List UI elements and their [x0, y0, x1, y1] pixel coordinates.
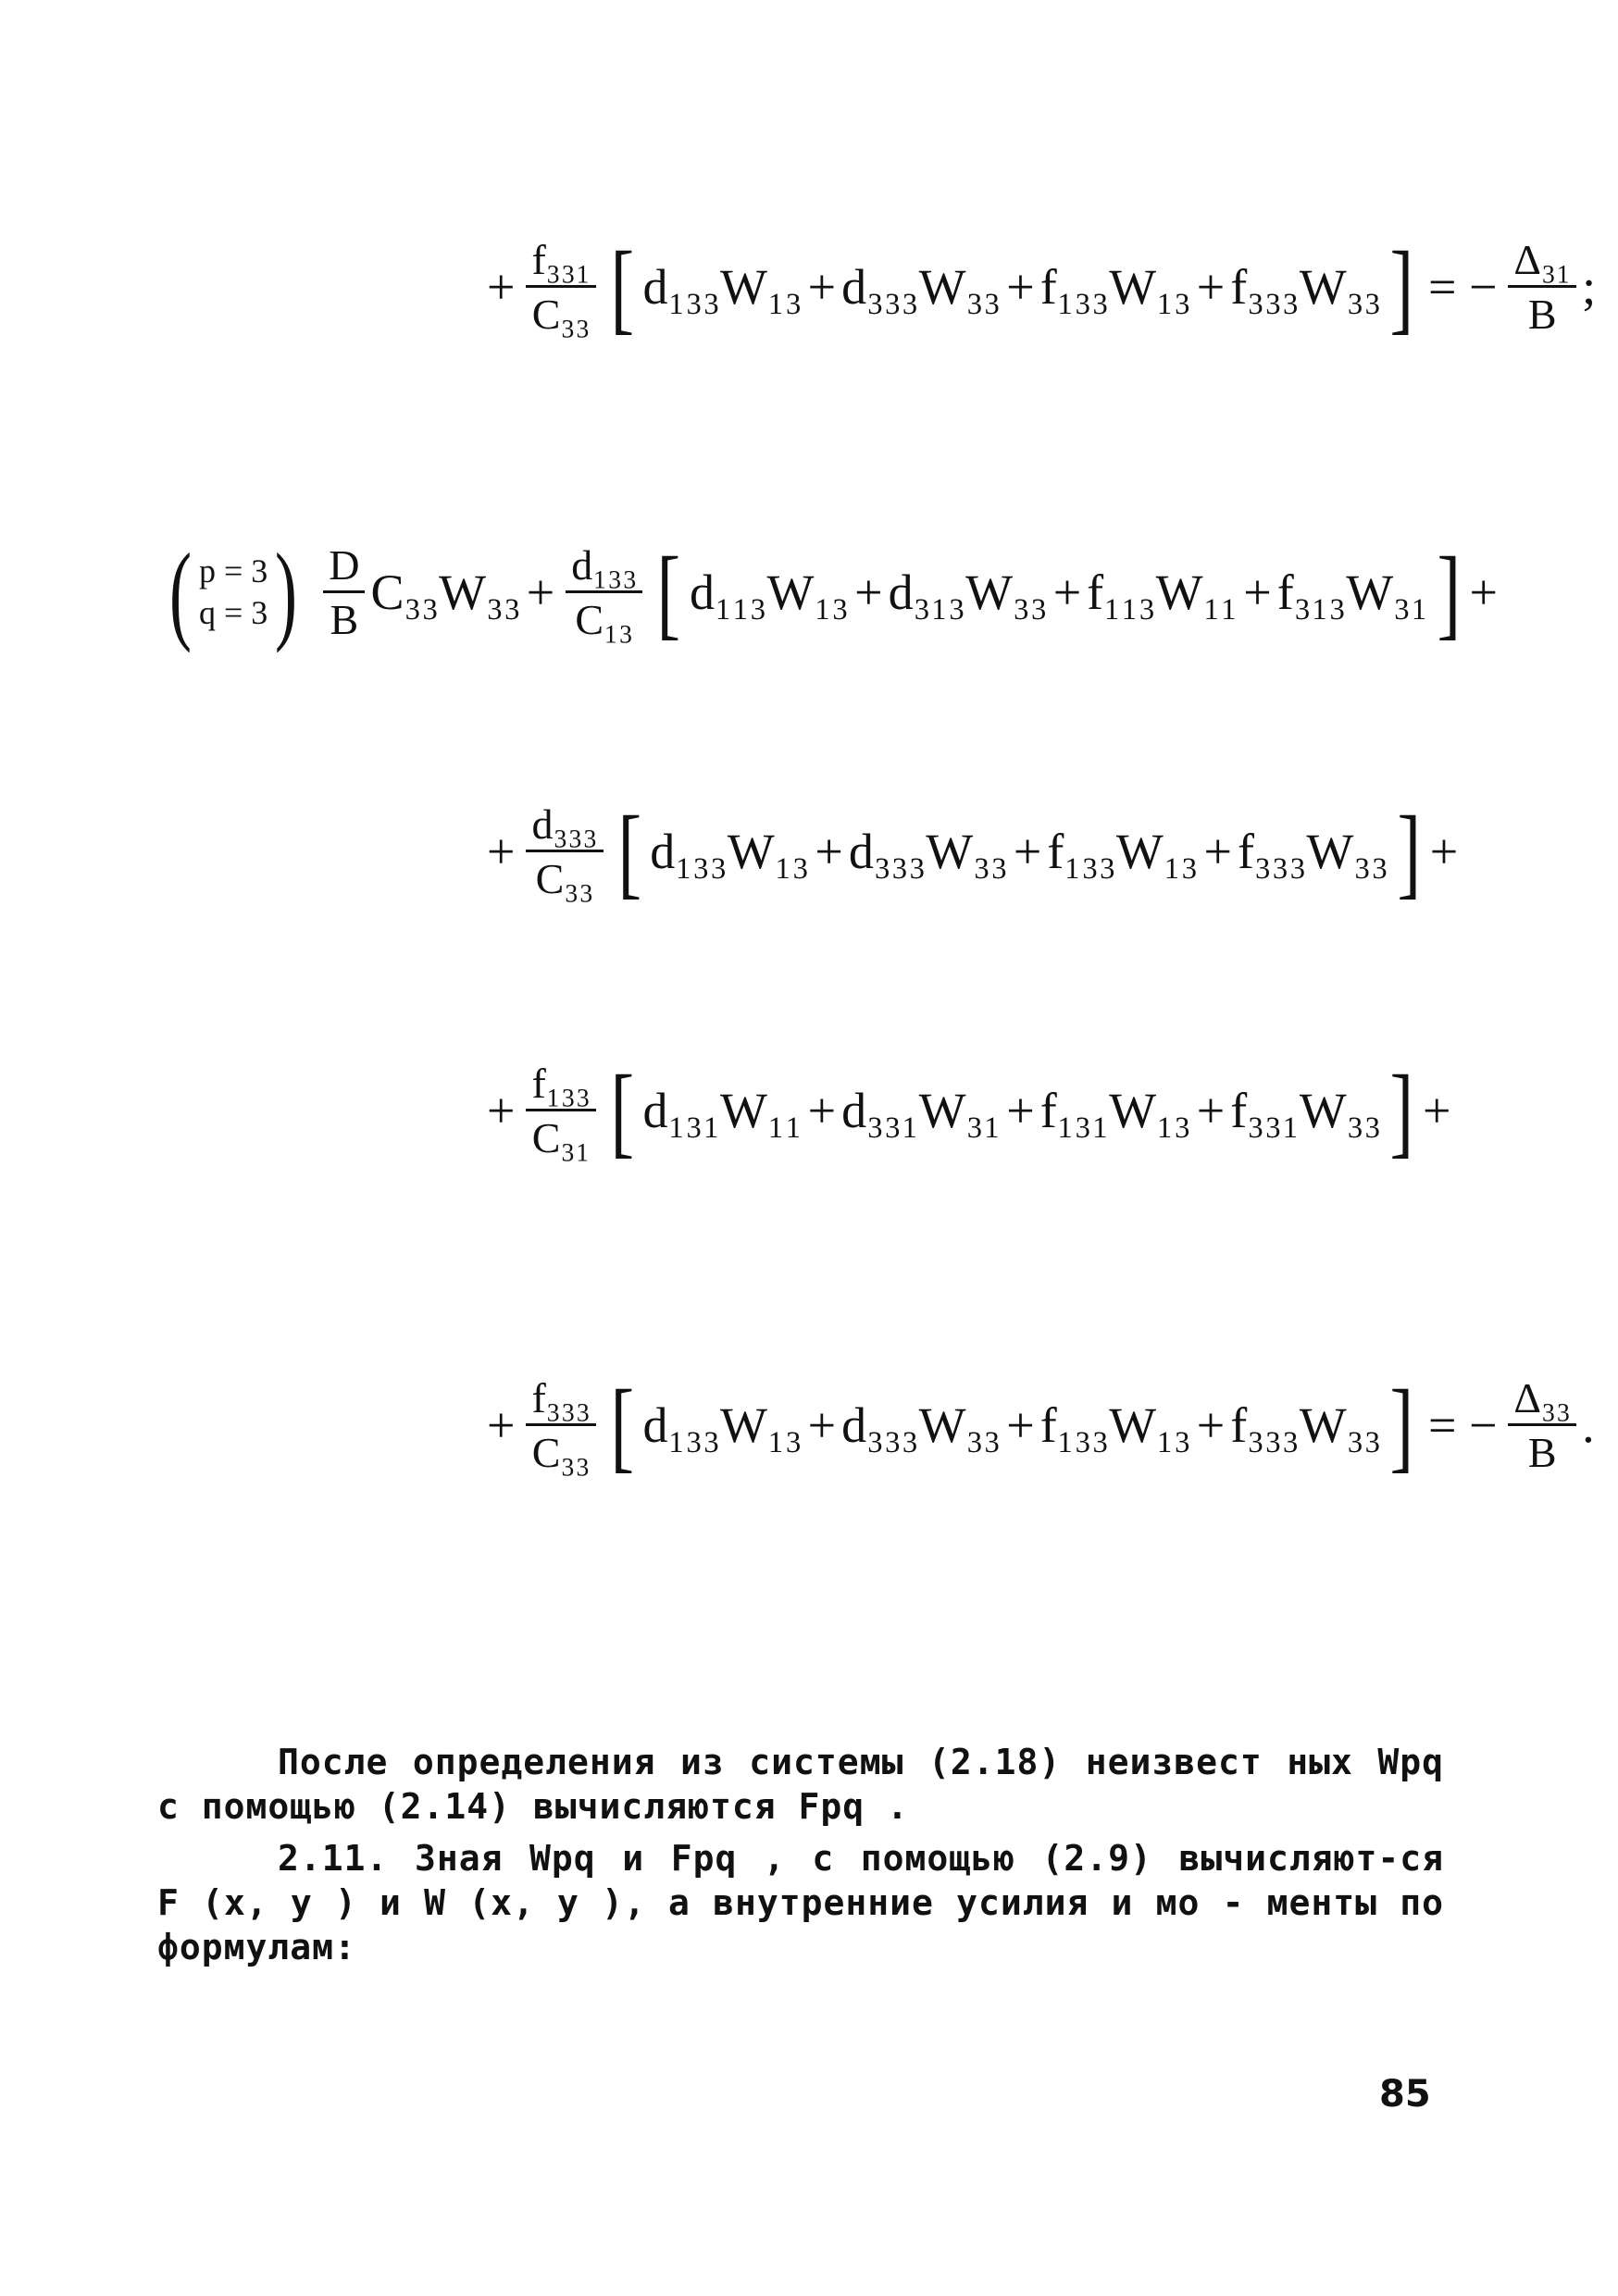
term: d₁₃₃W₁₃ [642, 1397, 803, 1453]
equation-line-2: ( p = 3 q = 3 ) $\frac{D}{B}$ C₃₃W₃₃ + $\frac{\text{d₁₃₃}}{\text{C₁₃}}$ [ d₁₁₃W₁₃ + d₃₁₃W₃₃ + f₁₁₃W₁₁ + f₃₁₃W₃₁ ] + [162, 537, 1498, 648]
right-bracket: ] [1389, 1369, 1414, 1482]
term: f₃₃₁W₃₃ [1230, 1083, 1382, 1138]
term: d₃₃₃W₃₃ [848, 824, 1008, 879]
page-number: 85 [1379, 2073, 1431, 2116]
left-bracket: [ [610, 1369, 635, 1482]
coefficient-fraction: $\frac{\text{f₃₃₁}}{\text{C₃₃}}$ [526, 239, 595, 336]
term: f₃₁₃W₃₁ [1276, 565, 1428, 620]
rhs-fraction: $\frac{\text{Δ₃₁}}{B}$ [1508, 239, 1576, 336]
term: f₃₃₃W₃₃ [1230, 1397, 1382, 1453]
term: d₃₃₁W₃₁ [841, 1083, 1002, 1138]
term: d₃₁₃W₃₃ [888, 565, 1048, 620]
term: f₁₃₃W₁₃ [1039, 259, 1191, 315]
term: f₁₁₃W₁₁ [1087, 565, 1238, 620]
term: f₃₃₃W₃₃ [1237, 824, 1389, 879]
body-text [157, 1740, 1444, 1969]
rhs-fraction: $\frac{\text{Δ₃₃}}{B}$ [1508, 1377, 1576, 1474]
term: f₁₃₁W₁₃ [1039, 1083, 1191, 1138]
right-bracket: ] [1389, 1054, 1414, 1167]
equation-line-1: + $\frac{\text{f₃₃₁}}{\text{C₃₃}}$ [ d₁₃₃W₁₃ + d₃₃₃W₃₃ + f₁₃₃W₁₃ + f₃₃₃W₃₃ ] = − $\frac{\text{Δ₃₁}}{B}$ ; [487, 230, 1597, 343]
equation-line-5: + $\frac{\text{f₃₃₃}}{\text{C₃₃}}$ [ d₁₃₃W₁₃ + d₃₃₃W₃₃ + f₁₃₃W₁₃ + f₃₃₃W₃₃ ] = − $\frac{\text{Δ₃₃}}{B}$ . [487, 1369, 1595, 1482]
condition-q: q = 3 [198, 594, 268, 631]
equation-line-3: + $\frac{\text{d₃₃₃}}{\text{C₃₃}}$ [ d₁₃₃W₁₃ + d₃₃₃W₃₃ + f₁₃₃W₁₃ + f₃₃₃W₃₃ ] + [487, 795, 1459, 908]
condition-p: p = 3 [198, 552, 268, 590]
coefficient-fraction: $\frac{\text{d₃₃₃}}{\text{C₃₃}}$ [526, 803, 603, 900]
right-bracket: ] [1389, 230, 1414, 343]
equation-line-4: + $\frac{\text{f₁₃₃}}{\text{C₃₁}}$ [ d₁₃₁W₁₁ + d₃₃₁W₃₁ + f₁₃₁W₁₃ + f₃₃₁W₃₃ ] + [487, 1054, 1451, 1167]
coefficient-fraction: $\frac{\text{f₁₃₃}}{\text{C₃₁}}$ [526, 1062, 595, 1160]
term: d₁₃₁W₁₁ [642, 1083, 803, 1138]
left-bracket: [ [656, 536, 681, 649]
term: d₁₁₃W₁₃ [690, 565, 850, 620]
term: d₃₃₃W₃₃ [841, 1397, 1002, 1453]
term: d₁₃₃W₁₃ [650, 824, 810, 879]
left-bracket: [ [610, 230, 635, 343]
term: f₁₃₃W₁₃ [1039, 1397, 1191, 1453]
term: f₃₃₃W₃₃ [1230, 259, 1382, 315]
paragraph-1: После определения из системы (2.18) неизвест ных Wpq с помощью (2.14) вычисляются Fpq . [157, 1742, 1444, 1827]
lead-fraction: $\frac{D}{B}$ [323, 544, 365, 641]
condition-block: ( p = 3 q = 3 ) [168, 530, 298, 653]
left-bracket: [ [610, 1054, 635, 1167]
term: d₁₃₃W₁₃ [642, 259, 803, 315]
left-bracket: [ [617, 795, 641, 908]
lead-term: C₃₃W₃₃ [370, 565, 521, 620]
coefficient-fraction: $\frac{\text{d₁₃₃}}{\text{C₁₃}}$ [566, 544, 642, 641]
coefficient-fraction: $\frac{\text{f₃₃₃}}{\text{C₃₃}}$ [526, 1377, 595, 1474]
right-bracket: ] [1437, 536, 1461, 649]
term: f₁₃₃W₁₃ [1047, 824, 1199, 879]
term: d₃₃₃W₃₃ [841, 259, 1002, 315]
paragraph-2: 2.11. Зная Wpq и Fpq , с помощью (2.9) вычисляют-ся F (x, y ) и W (x, y ), а внутренние усилия и мо - менты по формулам: [157, 1838, 1444, 1967]
right-bracket: ] [1397, 795, 1422, 908]
